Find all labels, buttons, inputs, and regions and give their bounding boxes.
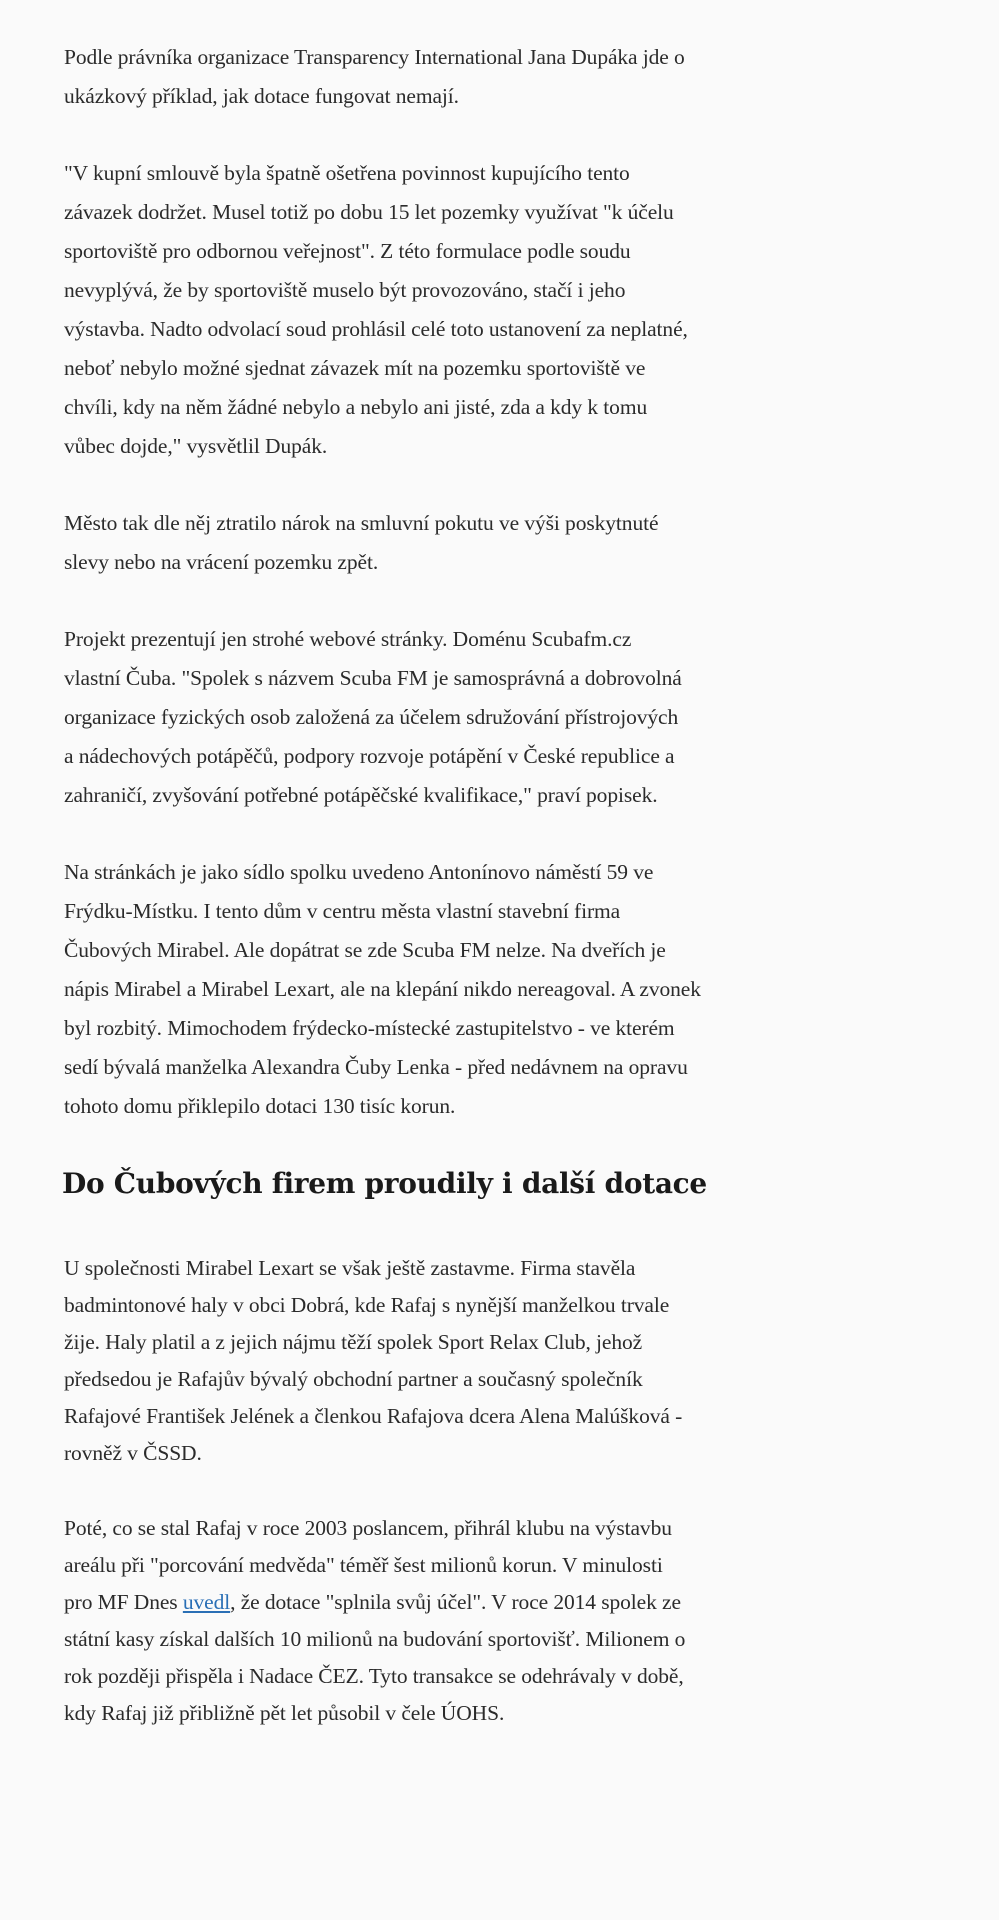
- text-line-with-link: [64, 1584, 854, 1621]
- text-line: Rafajové František Jelének a členkou Rafajova dcera Alena Malúšková -: [64, 1404, 683, 1428]
- text-line: žije. Haly platil a z jejich nájmu těží spolek Sport Relax Club, jehož: [64, 1330, 643, 1354]
- text-line: "V kupní smlouvě byla špatně ošetřena povinnost kupujícího tento: [64, 161, 630, 185]
- text-line: nápis Mirabel a Mirabel Lexart, ale na klepání nikdo nereagoval. A zvonek: [64, 977, 701, 1001]
- text-line: Poté, co se stal Rafaj v roce 2003 poslancem, přihrál klubu na výstavbu: [64, 1516, 672, 1540]
- text-line: Na stránkách je jako sídlo spolku uvedeno Antonínovo náměstí 59 ve: [64, 860, 654, 884]
- text-line: vlastní Čuba. "Spolek s názvem Scuba FM je samosprávná a dobrovolná: [64, 666, 682, 690]
- text-line: ukázkový příklad, jak dotace fungovat nemají.: [64, 84, 459, 108]
- text-line: slevy nebo na vrácení pozemku zpět.: [64, 550, 379, 574]
- text-line: areálu při "porcování medvěda" téměř šest milionů korun. V minulosti: [64, 1553, 663, 1577]
- paragraph-mirabel-lexart: [64, 1250, 854, 1472]
- text-line: tohoto domu přiklepilo dotaci 130 tisíc korun.: [64, 1094, 456, 1118]
- paragraph-city-claim: [64, 504, 854, 582]
- text-line: zahraničí, zvyšování potřebné potápěčské kvalifikace," praví popisek.: [64, 783, 658, 807]
- text-line: vůbec dojde," vysvětlil Dupák.: [64, 434, 328, 458]
- text-line: Projekt prezentují jen strohé webové stránky. Doménu Scubafm.cz: [64, 627, 632, 651]
- text-line: byl rozbitý. Mimochodem frýdecko-místecké zastupitelstvo - ve kterém: [64, 1016, 675, 1040]
- text-line: nevyplývá, že by sportoviště muselo být provozováno, stačí i jeho: [64, 278, 626, 302]
- text-line: závazek dodržet. Musel totiž po dobu 15 let pozemky využívat "k účelu: [64, 200, 674, 224]
- paragraph-rafaj-subsidies: [64, 1510, 854, 1732]
- text-line: chvíli, kdy na něm žádné nebylo a nebylo ani jisté, zda a kdy k tomu: [64, 395, 648, 419]
- text-line: rok později přispěla i Nadace ČEZ. Tyto transakce se odehrávaly v době,: [64, 1664, 684, 1688]
- section-heading: Do Čubových firem proudily i další dotace: [62, 1167, 707, 1200]
- article-body: [64, 38, 854, 1770]
- text-line: Podle právníka organizace Transparency International Jana Dupáka jde o: [64, 45, 685, 69]
- text-line: neboť nebylo možné sjednat závazek mít na pozemku sportoviště ve: [64, 356, 646, 380]
- text-line: Frýdku-Místku. I tento dům v centru města vlastní stavební firma: [64, 899, 621, 923]
- text-line: předsedou je Rafajův bývalý obchodní partner a současný společník: [64, 1367, 643, 1391]
- paragraph-dupak-intro: [64, 38, 854, 116]
- paragraph-seat-address: [64, 853, 854, 1126]
- text-line: Město tak dle něj ztratilo nárok na smluvní pokutu ve výši poskytnuté: [64, 511, 659, 535]
- text-line: státní kasy získal dalších 10 milionů na budování sportovišť. Milionem o: [64, 1627, 686, 1651]
- text-line: výstavba. Nadto odvolací soud prohlásil celé toto ustanovení za neplatné,: [64, 317, 688, 341]
- text-line: rovněž v ČSSD.: [64, 1441, 202, 1465]
- text-line: U společnosti Mirabel Lexart se však ještě zastavme. Firma stavěla: [64, 1256, 636, 1280]
- uvedl-link[interactable]: uvedl: [182, 1590, 231, 1614]
- text-line: sportoviště pro odbornou veřejnost". Z této formulace podle soudu: [64, 239, 631, 263]
- text-line: kdy Rafaj již přibližně pět let působil v čele ÚOHS.: [64, 1701, 505, 1725]
- paragraph-project-website: [64, 620, 854, 815]
- text-line: Čubových Mirabel. Ale dopátrat se zde Scuba FM nelze. Na dveřích je: [64, 938, 666, 962]
- text-line: a nádechových potápěčů, podpory rozvoje potápění v České republice a: [64, 744, 675, 768]
- text-line: badmintonové haly v obci Dobrá, kde Rafaj s nynější manželkou trvale: [64, 1293, 670, 1317]
- text-fragment: pro MF Dnes: [64, 1590, 183, 1614]
- paragraph-dupak-quote: [64, 154, 854, 466]
- text-line: organizace fyzických osob založená za účelem sdružování přístrojových: [64, 705, 679, 729]
- text-line: sedí bývalá manželka Alexandra Čuby Lenka - před nedávnem na opravu: [64, 1055, 688, 1079]
- text-fragment: , že dotace "splnila svůj účel". V roce 2014 spolek ze: [230, 1590, 681, 1614]
